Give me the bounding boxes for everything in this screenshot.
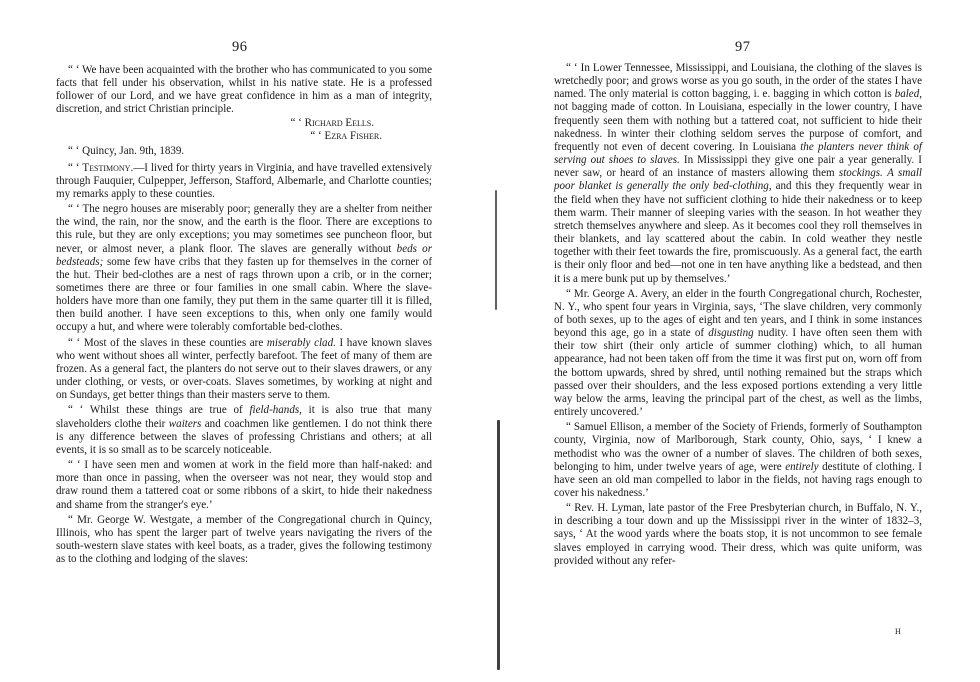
page-number: 96 [232, 39, 248, 55]
page-text [56, 64, 432, 568]
signature: “ ‘ Richard Eells. [290, 116, 374, 129]
paragraph: “ Mr. George A. Avery, an elder in the fourth Congregational church, Rochester, N. Y., who spent four years in Virginia, says, ‘The slave children, very commonly of both sexes, up to the ages of eight and ten years, and I think in some instances beyond this age, go in a state of disgusting nudity. I have often seen them with their tow shirt (their only article of summer clothing) which, to all human appearance, had not been taken off from the time it was first put on, worn off from the bottom upwards, shred by shred, until nothing remained but the straps which passed over their shoulders, and the less exposed portions extending a very little way below the arms, leaving the principal part of the chest, as well as the limbs, entirely uncovered.’ [554, 287, 922, 419]
paragraph: “ ‘ We have been acquainted with the brother who has communicated to you some facts that fell under his observation, whilst in his native state. He is a professed follower of our Lord, and we have great confidence in him as a man of integrity, discretion, and strict Christian principle. [56, 64, 432, 116]
right-page [490, 0, 980, 682]
paragraph: “ ‘ The negro houses are miserably poor; generally they are a shelter from neither the wind, the rain, nor the snow, and the earth is the floor. There are exceptions to this rule, but they are only exceptions; you may sometimes see puncheon floor, but never, or almost never, a plank floor. The slaves are generally without beds or bedsteads; some few have cribs that they fasten up for themselves in the corner of the hut. Their bed-clothes are a nest of rags thrown upon a crib, or in the corner; sometimes there are three or four families in one small cabin. Where the slave-holders have more than one family, they put them in the same quarter till it is filled, then build another. I have seen exceptions to this, when only one family would occupy a hut, and where were tolerably comfortable bed-clothes. [56, 203, 432, 334]
paragraph: “ ‘ Most of the slaves in these counties are miserably clad. I have known slaves who went without shoes all winter, perfectly barefoot. The feet of many of them are frozen. As a general fact, the planters do not serve out to their slaves drawers, or any under clothing, or vests, or over-coats. Slaves sometimes, by working at night and on Sundays, get better things than their masters serve to them. [56, 336, 432, 402]
page-number: 97 [735, 39, 751, 55]
paragraph: “ Rev. H. Lyman, late pastor of the Free Presbyterian church, in Buffalo, N. Y., in describing a tour down and up the Mississippi river in the winter of 1832–3, says, ‘ At the wood yards where the boats stop, it is not uncommon to see female slaves employed in carrying wood. Their dress, which was quite uniform, was provided without any refer- [554, 502, 922, 567]
signature-mark: H [895, 627, 901, 636]
paragraph: “ ‘ Whilst these things are true of field-hands, it is also true that many slaveholders clothe their waiters and coachmen like gentlemen. I do not think there is any difference between the slaves of professing Christians and others; at all events, it is so small as to be scarcely noticeable. [56, 404, 433, 456]
signature: “ ‘ Ezra Fisher. [310, 130, 382, 143]
page-text [554, 62, 922, 570]
paragraph: “ ‘ In Lower Tennessee, Mississippi, and Louisiana, the clothing of the slaves is wretchedly poor; and grows worse as you go south, in the order of the states I have named. The only material is cotton bagging, i. e. bagging in which cotton is baled, not bagging made of cotton. In Louisiana, especially in the lower country, I have frequently seen them with nothing but a tattered coat, not sufficient to hide their nakedness. In winter their clothing seldom serves the purpose of comfort, and frequently not even of decent covering. In Louisiana the planters never think of serving out shoes to slaves. In Mississippi they give one pair a year generally. I never saw, or heard of an instance of masters allowing them stockings. A small poor blanket is generally the only bed-clothing, and this they frequently wear in the field when they have not sufficient clothing to hide their nakedness or to keep them warm. Their manner of sleeping varies with the season. In hot weather they stretch themselves anywhere and sleep. As it becomes cool they roll themselves in their blankets, and lay scattered about the cabin. In cold weather they nestle together with their feet towards the fire, promiscuously. As a general fact, the earth is their only floor and bed—not one in ten have anything like a bedstead, and then it is a mere bunk put up by themselves.’ [554, 62, 923, 285]
paragraph: “ ‘ Testimony.—I lived for thirty years in Virginia, and have travelled extensively through Fauquier, Culpepper, Jefferson, Stafford, Albemarle, and Charlotte counties; my remarks apply to these counties. [56, 161, 432, 200]
paragraph: “ Mr. George W. Westgate, a member of the Congregational church in Quincy, Illinois, who has spent the larger part of twelve years navigating the rivers of the south-western slave states with keel boats, as a trader, gives the following testimony as to the clothing and lodging of the slaves: [56, 513, 432, 566]
date-line: “ ‘ Quincy, Jan. 9th, 1839. [68, 145, 185, 158]
paragraph: “ ‘ I have seen men and women at work in the field more than half-naked: and more than once in passing, when the overseer was not near, they would stop and draw round them a tattered coat or some ribbons of a skirt, to hide their nakedness and shame from the stranger's eye.’ [56, 459, 432, 511]
paragraph: “ Samuel Ellison, a member of the Society of Friends, formerly of Southampton county, Virginia, now of Marlborough, Stark county, Ohio, says, ‘ I knew a methodist who was the owner of a number of slaves. The children of both sexes, belonging to him, under twelve years of age, were entirely destitute of clothing. I have seen an old man compelled to labor in the fields, not having rags enough to cover his nakedness.’ [554, 421, 922, 499]
